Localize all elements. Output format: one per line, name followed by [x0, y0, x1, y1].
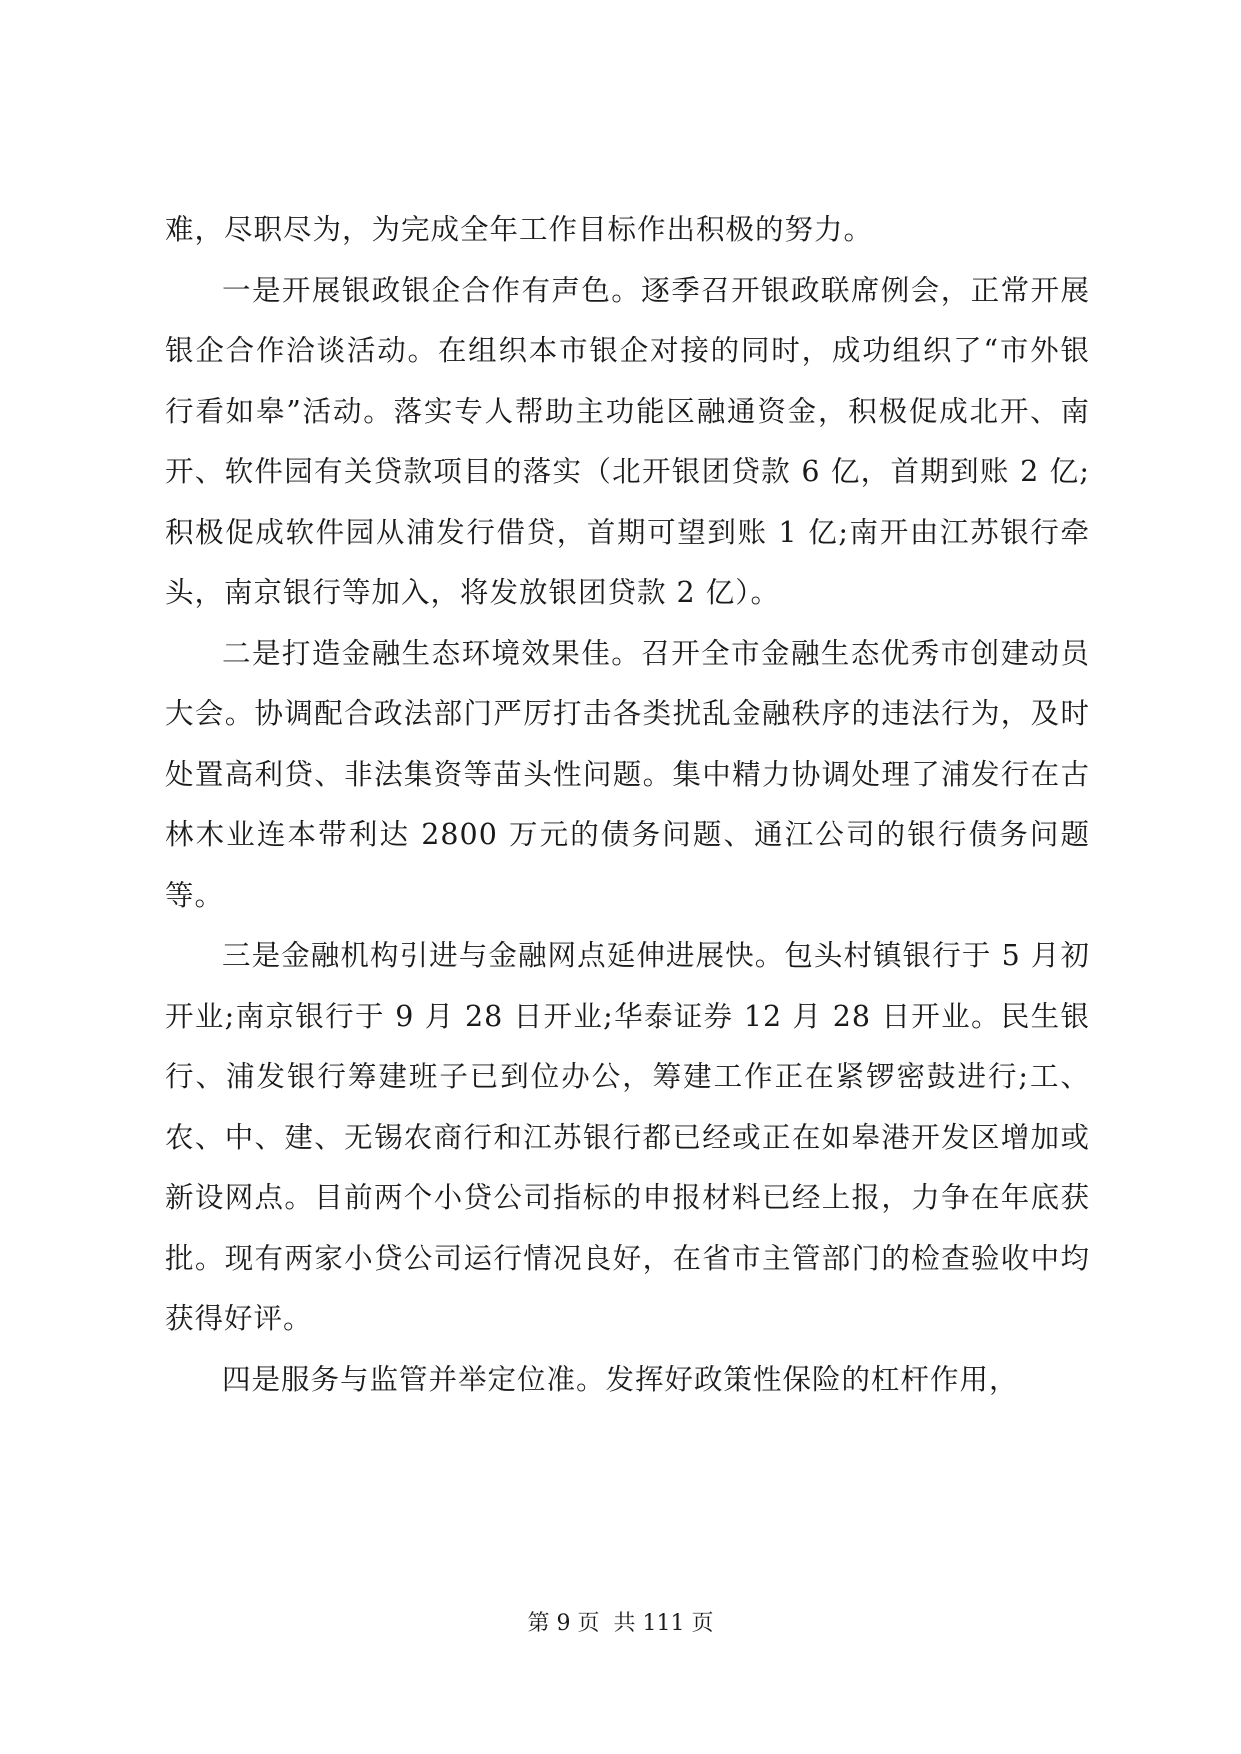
- paragraph-financial-ecology: 二是打造金融生态环境效果佳。召开全市金融生态优秀市创建动员大会。协调配合政法部门严厉打击各类扰乱金融秩序的违法行为，及时处置高利贷、非法集资等苗头性问题。集中精力协调处理了浦发行在古林木业连本带利达 2800 万元的债务问题、通江公司的银行债务问题等。: [165, 636, 1090, 912]
- paragraph-institution-introduction: 三是金融机构引进与金融网点延伸进展快。包头村镇银行于 5 月初开业;南京银行于 9 月 28 日开业;华泰证券 12 月 28 日开业。民生银行、浦发银行筹建班子已到位办公，筹建工作正在紧锣密鼓进行;工、农、中、建、无锡农商行和江苏银行都已经或正在如皋港开发区增加或新设网点。目前两个小贷公司指标的申报材料已经上报，力争在年底获批。现有两家小贷公司运行情况良好，在省市主管部门的检查验收中均获得好评。: [165, 939, 1090, 1335]
- document-body: [165, 200, 1090, 1410]
- paragraph-continuation: 难，尽职尽为，为完成全年工作目标作出积极的努力。: [165, 213, 874, 246]
- paragraph-service-supervision: 四是服务与监管并举定位准。发挥好政策性保险的杠杆作用，: [222, 1362, 1019, 1396]
- page-number-footer: 第 9 页 共 111 页: [527, 1611, 714, 1636]
- paragraph-bank-cooperation: 一是开展银政银企合作有声色。逐季召开银政联席例会，正常开展银企合作洽谈活动。在组织本市银企对接的同时，成功组织了“市外银行看如皋”活动。落实专人帮助主功能区融通资金，积极促成北开、南开、软件园有关贷款项目的落实（北开银团贷款 6 亿，首期到账 2 亿;积极促成软件园从浦发行借贷，首期可望到账 1 亿;南开由江苏银行牵头，南京银行等加入，将发放银团贷款 2 亿）。: [165, 273, 1090, 609]
